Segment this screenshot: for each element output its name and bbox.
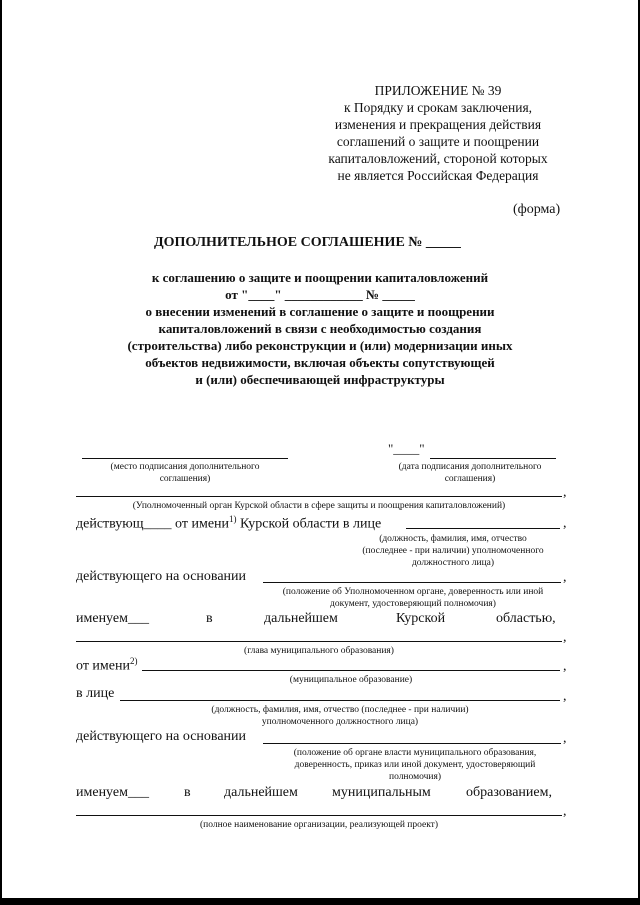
signing-date-caption: соглашения) <box>444 474 496 484</box>
person-caption: (должность, фамилия, имя, отчество (последнее - при наличии) <box>211 705 469 715</box>
signing-place-line[interactable] <box>82 458 288 459</box>
comma: , <box>563 516 567 531</box>
position-caption: должностного лица) <box>411 558 495 568</box>
basis-caption: (положение об Уполномоченном органе, доверенность или иной <box>282 587 544 597</box>
comma: , <box>563 804 567 819</box>
named-word: в <box>206 611 213 626</box>
named-word: дальнейшем <box>264 611 338 626</box>
head-caption: (глава муниципального образования) <box>244 646 394 656</box>
appendix-line: изменения и прекращения действия <box>334 117 542 132</box>
basis-caption: документ, удостоверяющий полномочия) <box>330 599 496 609</box>
basis-caption: (положение об органе власти муниципального образования, <box>293 748 537 758</box>
basis-line[interactable] <box>263 743 561 744</box>
on-behalf-prefix: от имени <box>76 658 130 674</box>
comma: , <box>563 485 567 500</box>
comma: , <box>563 570 567 585</box>
basis-caption: полномочия) <box>388 772 441 782</box>
person-caption: уполномоченного должностного лица) <box>261 717 419 727</box>
organization-line[interactable] <box>76 815 562 816</box>
municipality-caption: (муниципальное образование) <box>289 675 413 685</box>
acting-suffix: Курской области в лице <box>240 516 382 532</box>
signing-date-caption: (дата подписания дополнительного <box>398 462 542 472</box>
subtitle-line: (строительства) либо реконструкции и (или) модернизации иных <box>127 338 513 353</box>
position-caption: (последнее - при наличии) уполномоченного <box>362 546 544 556</box>
form-label: (форма) <box>513 202 561 217</box>
basis-label: действующего на основании <box>76 729 247 744</box>
comma: , <box>563 731 567 746</box>
comma: , <box>563 689 567 704</box>
signing-date-line[interactable] <box>430 458 556 459</box>
named-word: образованием, <box>466 785 552 800</box>
subtitle-line: капиталовложений в связи с необходимостью создания <box>158 321 482 336</box>
appendix-line: соглашений о защите и поощрении <box>336 134 540 149</box>
subtitle-line: о внесении изменений в соглашение о защите и поощрении <box>145 304 495 319</box>
signing-place-caption: (место подписания дополнительного <box>110 462 260 472</box>
comma: , <box>563 659 567 674</box>
appendix-title: ПРИЛОЖЕНИЕ № 39 <box>374 83 502 98</box>
appendix-line: к Порядку и срокам заключения, <box>343 100 533 115</box>
official-name-line[interactable] <box>406 528 560 529</box>
acting-prefix: действующ____ от имени <box>76 516 230 532</box>
comma: , <box>563 630 567 645</box>
named-word: именуем___ <box>76 785 149 800</box>
authority-line[interactable] <box>76 496 562 497</box>
footnote-1: 1) <box>229 514 237 524</box>
on-behalf-label <box>76 656 137 675</box>
acting-label <box>76 514 381 533</box>
named-word: дальнейшем <box>224 785 298 800</box>
page-edge-left <box>0 0 2 905</box>
subtitle-line: к соглашению о защите и поощрении капиталовложений <box>151 270 489 285</box>
named-word: областью, <box>496 611 556 626</box>
named-word: муниципальным <box>332 785 431 800</box>
agreement-title: ДОПОЛНИТЕЛЬНОЕ СОГЛАШЕНИЕ № _____ <box>154 235 461 250</box>
organization-caption: (полное наименование организации, реализующей проект) <box>199 820 438 830</box>
named-word: в <box>184 785 191 800</box>
named-word: именуем___ <box>76 611 149 626</box>
subtitle-line: объектов недвижимости, включая объекты сопутствующей <box>145 355 495 370</box>
basis-line[interactable] <box>263 582 561 583</box>
in-person-label: в лице <box>76 686 115 701</box>
subtitle-line: от "____" ____________ № _____ <box>225 287 415 302</box>
head-line[interactable] <box>76 641 562 642</box>
authority-caption: (Уполномоченный орган Курской области в сфере защиты и поощрения капиталовложений) <box>132 501 506 511</box>
appendix-line: не является Российская Федерация <box>337 168 539 183</box>
signing-date-quotes: "____" <box>388 441 425 456</box>
page-edge-bottom <box>0 898 640 905</box>
signing-place-caption: соглашения) <box>159 474 211 484</box>
named-word: Курской <box>396 611 446 626</box>
person-line[interactable] <box>120 700 560 701</box>
basis-label: действующего на основании <box>76 569 247 584</box>
subtitle-line: и (или) обеспечивающей инфраструктуры <box>195 372 445 387</box>
footnote-2: 2) <box>129 656 138 666</box>
position-caption: (должность, фамилия, имя, отчество <box>379 534 527 544</box>
appendix-line: капиталовложений, стороной которых <box>328 151 548 166</box>
basis-caption: доверенность, приказ или иной документ, удостоверяющий <box>294 760 536 770</box>
municipality-line[interactable] <box>142 670 560 671</box>
